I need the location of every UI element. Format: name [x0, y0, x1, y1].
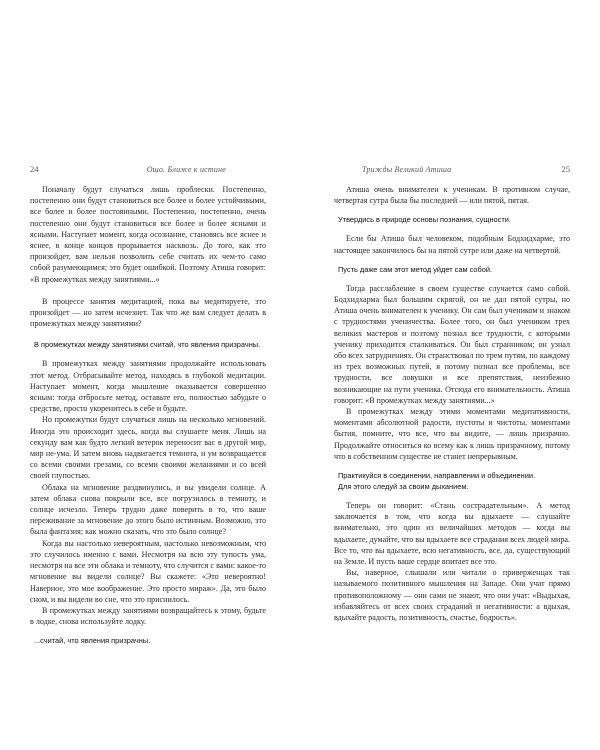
right-page-header — [334, 164, 570, 176]
sutra-line: Для этого следуй за своим дыханием. — [338, 482, 469, 492]
right-page-number: 25 — [561, 164, 570, 174]
paragraph: В промежутках между этими моментами медитативности, моментами абсолютной радости, пустоты и чистоты, моментами бытия, помните, что все, что вы видите, — лишь призрачно. Продолжайте относиться ко всему как к лишь призрачному, потому что в собственном существе не станет непрерывным. — [334, 407, 570, 461]
paragraph: Но промежутки будут случаться лишь на несколько мгновений. Иногда это происходит здесь, когда вы слушаете меня. Лишь на секунду вам как будто легкий ветерок переносит вас в другой мир, мир не-ума. И затем вновь надвигается темнота, и ум возвращается со всеми своими грезами, со всеми своими желаниями и со всей своей глупостью. — [30, 415, 266, 481]
paragraph: В промежутках между занятиями продолжайте использовать этот метод. Отбрасывайте метод, находясь в глубокой медитации. Наступает момент, когда мышление оказывается совершенно ясным: тогда отбросьте метод, оставьте его, полностью забудьте о средстве, просто укоренитесь в себе и будьте. — [30, 359, 266, 414]
sutra-line: Практикуйся в соединении, направлении и объединении. — [338, 471, 536, 481]
paragraph: Когда вы настолько невероятным, настолько невозможным, что это случилось именно с вами. Несмотря на всю эту тупость ума, несмотря на все эти облака и темноту, что случится с вами: какое-то мгновение вы видели солнце? Вы скажете: «Это невероятно! Наверное, это мое воображение. Это просто мираж». Да, это было сном, и вы видели во сне, что это приснилось. — [30, 538, 266, 604]
paragraph: Атиша очень внимателен к ученикам. В противном случае, четвертая сутра была бы последней — или пятой, пятая. — [334, 185, 570, 206]
sutra-quote: Утвердись в природе основы познания, сущности. — [338, 215, 511, 225]
paragraph: Вы, наверное, слышали или читали о приверженцах так называемого позитивного мышления на Западе. Они учат прямо противоположному — они сами не знают, что они учат: «Выдыхая, избавляйтесь от всех своих страданий и негативности: а вдыхая, вдыхайте радость, позитивность, счастье, бодрость». — [334, 568, 570, 623]
right-running-title: Трижды Великий Атиша — [362, 165, 452, 174]
paragraph: Теперь он говорит: «Стань сострадательным». А метод заключается в том, что когда вы вдыхаете — слушайте внимательно, это один из величайших методов — когда вы вдыхаете, думайте, что вы вдыхаете все страдания всех людей мира. Все то, что вы вдыхаете, всю негативность, все, да, существующий на Земле. И пусть ваше сердце впитает все это. — [334, 501, 570, 567]
sutra-quote: В промежутках между занятиями считай, что явления призрачны. — [34, 340, 261, 350]
paragraph: Тогда расслабление в своем существе случается само собой. Бодхидхарма был большим скрягой, он не дал пятой сутры, но Атиша очень внимателен к ученику. Он сам был учеником и знаком с трудностями ученичества. Более того, он был учеником трех великих мастеров и поэтому познал все трудности, с которыми ученику приходится сталкиваться. Он был странником; он узнал обо всех затруднениях. Он странствовал по трем путям, по каждому из трех возможных путей, я потому познал все проблемы, все трудности, все ловушки и все препятствия, неизбежно возникающие на пути ученика. Отсюда его внимательность. Атиша говорит: «В промежутках между занятиями...» — [334, 283, 570, 405]
paragraph: В процессе занятия медитацией, пока вы медитируете, это произойдет — но затем исчезнет. Так что же вам следует делать в промежутках между занятиями? — [30, 296, 266, 329]
paragraph: Облака на мгновение раздвинулись, и вы увидели солнце. А затем облака снова покрыли все, все погрузилось в темноту, и солнце исчезло. Теперь трудно даже поверить в то, что ваше переживание за мгновение до этого было истинным. Возможно, это была фантазия; как можно сказать, что это было солнце? — [30, 482, 266, 537]
left-page-number: 24 — [30, 164, 39, 174]
right-page — [334, 164, 570, 623]
sutra-quote: ...считай, что явления призрачны. — [34, 636, 151, 646]
paragraph: Если бы Атиша был человеком, подобным Бодхидхарме, это настоящее закончилось бы на пятой сутре или даже на четвертой. — [334, 234, 570, 255]
left-running-title: Ошо. Ближе к истине — [146, 165, 226, 174]
sutra-quote — [334, 470, 570, 492]
paragraph: Поначалу будут случаться лишь проблески. Постепенно, постепенно они будут становиться все более и более устойчивыми, все более и более постоянными. Постепенно, постепенно, очень постепенно они будут становиться все более и более ясными и ясными. Наступает момент, когда осознание, становясь все яснее и яснее, в конце концов прорывается насквозь. До того, как это произойдет, вам нельзя позволить себе считать их чем-то само собой разумеющимся; это будет ошибкой. Поэтому Атиша говорит: «В промежутках между занятиями...» — [30, 185, 266, 284]
left-page — [30, 164, 266, 654]
sutra-quote: Пусть даже сам этот метод уйдет сам собой. — [338, 264, 493, 274]
left-page-header — [30, 164, 266, 176]
paragraph: В промежутках между занятиями возвращайтесь к этому, будьте в лодке, снова используйте лодку. — [30, 605, 266, 627]
